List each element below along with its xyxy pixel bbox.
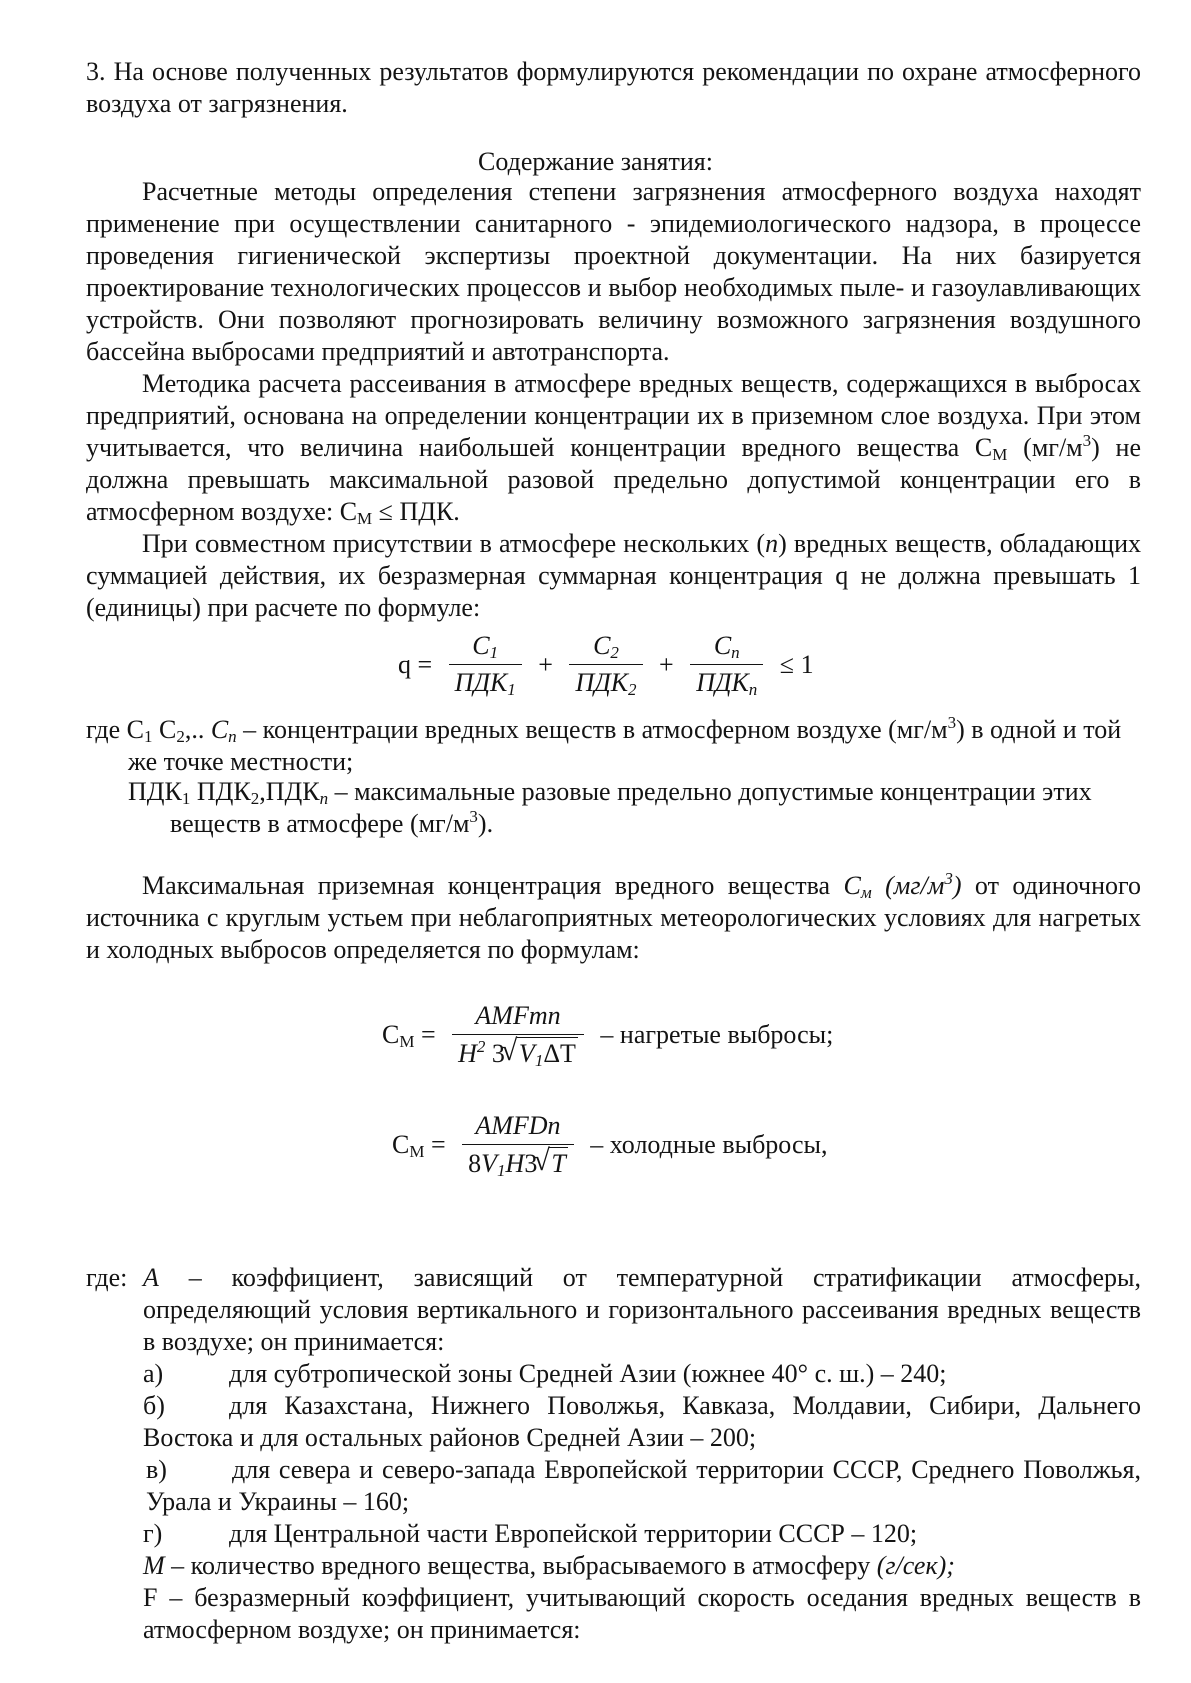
list-item-d: г) для Центральной части Европейской территории СССР – 120; xyxy=(143,1519,918,1548)
formula-hot-emissions: $С_М$ = $\frac{\text{AMFmn}}{H^2 3√ V_1\Delta T}$ – нагретые выбросы; xyxy=(376,1000,839,1070)
formula-cold-emissions: $С_М$ = $\frac{\text{AMFDn}}{8V_1H3√ T}$ – холодные выбросы, xyxy=(386,1110,833,1180)
fraction-cold: $\frac{\text{AMFDn}}{8V_1H3√ T}$ xyxy=(462,1110,574,1180)
where-f-coefficient: F – безразмерный коэффициент, учитывающий скорость оседания вредных веществ в атмосферном воздухе; он принимается: xyxy=(143,1583,1141,1644)
paragraph-summation: При совместном присутствии в атмосфере нескольких (n) вредных веществ, обладающих суммацией действия, их безразмерная суммарная концентрация q не должна превышать 1 (единицы) при расчете по формуле: xyxy=(86,529,1141,622)
paragraph-calc-methods: Расчетные методы определения степени загрязнения атмосферного воздуха находят применение при осуществлении санитарного - эпидемиологического надзора, в процессе проведения гигиенической экспертизы проектной документации. На них базируется проектирование технологических процессов и выбор необходимых пыле- и газоулавливающих устройств. Они позволяют прогнозировать величину возможного загрязнения воздушного бассейна выбросами предприятий и автотранспорта. xyxy=(86,177,1141,366)
list-item-a: а) для субтропической зоны Средней Азии (южнее 40° с. ш.) – 240; xyxy=(143,1359,947,1388)
list-item-b: б) для Казахстана, Нижнего Поволжья, Кавказа, Молдавии, Сибири, Дальнего Востока и для остальных районов Средней Азии – 200; xyxy=(143,1391,1141,1452)
paragraph-max-concentration: Максимальная приземная концентрация вредного вещества $C_м$ $(мг/м^3)$ от одиночного источника с круглым устьем при неблагоприятных метеорологических условиях для нагретых и холодных выбросов определяется по формулам: xyxy=(86,869,1142,964)
formula-q: q = $\frac{C_1}{ПДК_1}$ + $\frac{C_2}{ПДК_2}$ + $\frac{C_n}{ПДК_n}$ ≤ 1 xyxy=(398,631,814,699)
where-m-quantity: M – количество вредного вещества, выбрасываемого в атмосферу (г/сек); xyxy=(143,1551,955,1580)
where-concentrations: где $С_1$ $С_2$,.. $C_n$ – концентрации вредных веществ в атмосферном воздухе $(мг/м^3)$ в одной и той же точке местности; xyxy=(86,713,1122,776)
fraction-term-2: $\frac{C_2}{ПДК_2}$ xyxy=(569,630,642,699)
paragraph-methodology: Методика расчета рассеивания в атмосфере вредных веществ, содержащихся в выбросах предприятий, основана на определении концентрации их в приземном слое воздуха. При этом учитывается, что величина наибольшей концентрации вредного вещества $С_М$ $(мг/м^3)$ не должна превышать максимальной разовой предельно допустимой концентрации его в атмосферном воздухе: $С_М$ ≤ ПДК. xyxy=(86,369,1141,528)
document-page: 3. На основе полученных результатов формулируются рекомендации по охране атмосферного воздуха от загрязнения. Содержание занятия: Расчетные методы определения степени загрязнения атмосферного воздуха находят применение при осуществлении санитарного - эпидемиологического надзора, в процессе проведения гигиенической экспертизы проектной документации. На них базируется проектирование технологических процессов и выбор необходимых пыле- и газоулавливающих устройств. Они позволяют прогнозировать величину возможного загрязнения воздушного бассейна выбросами предприятий и автотранспорта. Методика расчета рассеивания в атмосфере вредных веществ, содержащихся в выбросах предприятий, основана на определении концентрации их в приземном слое воздуха. При этом учитывается, что величина наибольшей концентрации вредного вещества $С_М$ $(мг/м^3)$ не должна превышать максимальной разовой предельно допустимой концентрации его в атмосферном воздухе: $С_М$ ≤ ПДК. При совместном присутствии в атмосфере нескольких (n) вредных веществ, обладающих суммацией действия, их безразмерная суммарная концентрация q не должна превышать 1 (единицы) при расчете по формуле: q = $\frac{C_1}{ПДК_1}$ + $\frac{C_2}{ПДК_2}$ + $\frac{C_n}{ПДК_n}$ ≤ 1 где $С_1$ $С_2$,.. $C_n$ – концентрации вредных веществ в атмосферном воздухе $(мг/м^3)$ в одной и той же точке местности; $ПДК_1$ $ПДК_2,ПДК_n$ – максимальные разовые предельно допустимые концентрации этих веществ в атмосфере $(мг/м^3)$. Максимальная приземная концентрация вредного вещества $C_м$ $(мг/м^3)$ от одиночного источника с круглым устьем при неблагоприятных метеорологических условиях для нагретых и холодных выбросов определяется по формулам: $С_М$ = $\frac{\text{AMFmn}}{H^2 3√ V_1\Delta T}$ – нагретые выбросы; $С_М$ = $\frac{\text{AMFDn}}{8V_1H3√ T}$ – холодные выбросы, где: A – коэффициент, зависящий от температурной стратификации атмосферы, определяющий условия вертикального и горизонтального рассеивания вредных веществ в воздухе; он принимается: а) для субтропической зоны Средней Азии (южнее 40° с. ш.) – 240; б) для Казахстана, Нижнего Поволжья, Кавказа, Молдавии, Сибири, Дальнего Востока и для остальных районов Средней Азии – 200; в) для севера и северо-запада Европейской территории СССР, Среднего Поволжья, Урала и Украины – 160; г) для Центральной части Европейской территории СССР – 120; M – количество вредного вещества, выбрасываемого в атмосферу (г/сек); F – безразмерный коэффициент, учитывающий скорость оседания вредных веществ в атмосферном воздухе; он принимается: xyxy=(0,0,1191,1683)
fraction-term-1: $\frac{C_1}{ПДК_1}$ xyxy=(449,630,522,699)
intro-item: 3. На основе полученных результатов формулируются рекомендации по охране атмосферного воздуха от загрязнения. xyxy=(86,57,1141,118)
fraction-term-n: $\frac{C_n}{ПДК_n}$ xyxy=(690,630,763,699)
where-pdk: $ПДК_1$ $ПДК_2,ПДК_n$ – максимальные разовые предельно допустимые концентрации этих веществ в атмосфере $(мг/м^3)$. xyxy=(128,777,1092,838)
section-heading: Содержание занятия: xyxy=(478,147,713,176)
list-item-c: в) для севера и северо-запада Европейской территории СССР, Среднего Поволжья, Урала и Украины – 160; xyxy=(146,1455,1141,1516)
fraction-hot: $\frac{\text{AMFmn}}{H^2 3√ V_1\Delta T}$ xyxy=(452,1000,584,1070)
